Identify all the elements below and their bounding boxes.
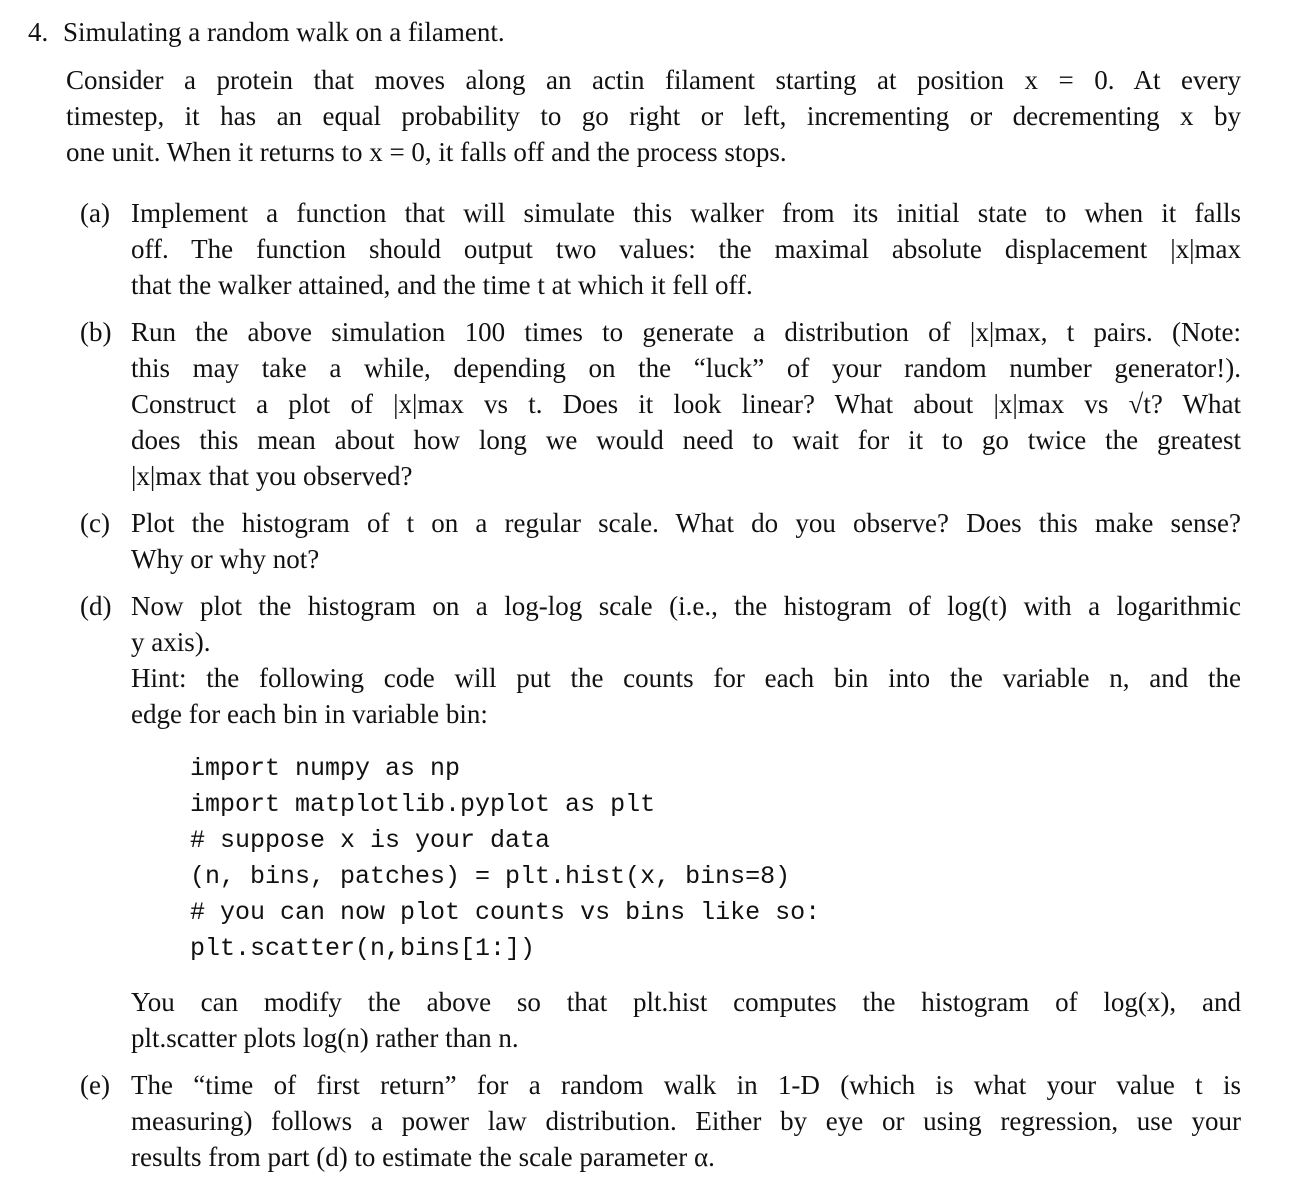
part-d-line-1: Now plot the histogram on a log-log scale (i.e., the histogram of log(t) with a logarithmic	[131, 591, 1241, 621]
part-e-label: (e)	[80, 1070, 110, 1100]
part-d-after-line-2: plt.scatter plots log(n) rather than n.	[131, 1023, 519, 1053]
question-number: 4.	[28, 17, 49, 47]
part-c-line-2: Why or why not?	[131, 544, 320, 574]
part-d-line-2: y axis).	[131, 627, 211, 657]
part-c-label: (c)	[80, 508, 110, 538]
part-d-label: (d)	[80, 591, 112, 621]
part-b-line-2: this may take a while, depending on the “luck” of your random number generator!).	[131, 353, 1241, 383]
part-b-label: (b)	[80, 317, 112, 347]
question-heading	[28, 14, 505, 50]
code-line-2: import matplotlib.pyplot as plt	[190, 790, 656, 819]
part-b-line-1: Run the above simulation 100 times to generate a distribution of |x|max, t pairs. (Note:	[131, 317, 1241, 347]
part-b-line-5: |x|max that you observed?	[131, 461, 413, 491]
code-line-6: plt.scatter(n,bins[1:])	[190, 934, 536, 963]
code-line-5: # you can now plot counts vs bins like so:	[190, 898, 821, 927]
part-d-after-line-1: You can modify the above so that plt.hist computes the histogram of log(x), and	[131, 987, 1241, 1017]
part-c-line-1: Plot the histogram of t on a regular scale. What do you observe? Does this make sense?	[131, 508, 1241, 538]
part-b-line-3: Construct a plot of |x|max vs t. Does it look linear? What about |x|max vs √t? What	[131, 389, 1241, 419]
part-e-line-3: results from part (d) to estimate the scale parameter α.	[131, 1142, 715, 1172]
intro-line-3: one unit. When it returns to x = 0, it falls off and the process stops.	[66, 137, 787, 167]
intro-line-1: Consider a protein that moves along an actin filament starting at position x = 0. At every	[66, 65, 1241, 95]
question-title: Simulating a random walk on a filament.	[63, 17, 505, 47]
part-a-line-1: Implement a function that will simulate this walker from its initial state to when it falls	[131, 198, 1241, 228]
part-a-label: (a)	[80, 198, 110, 228]
part-a-line-2: off. The function should output two values: the maximal absolute displacement |x|max	[131, 234, 1241, 264]
part-d-line-4: edge for each bin in variable bin:	[131, 699, 488, 729]
part-d-line-3: Hint: the following code will put the counts for each bin into the variable n, and the	[131, 663, 1241, 693]
part-a-line-3: that the walker attained, and the time t at which it fell off.	[131, 270, 753, 300]
code-line-4: (n, bins, patches) = plt.hist(x, bins=8)	[190, 862, 791, 891]
intro-line-2: timestep, it has an equal probability to go right or left, incrementing or decrementing x by	[66, 101, 1241, 131]
part-e-line-1: The “time of first return” for a random walk in 1-D (which is what your value t is	[131, 1070, 1241, 1100]
part-b-line-4: does this mean about how long we would need to wait for it to go twice the greatest	[131, 425, 1241, 455]
part-e-line-2: measuring) follows a power law distribution. Either by eye or using regression, use your	[131, 1106, 1241, 1136]
code-line-1: import numpy as np	[190, 754, 461, 783]
code-line-3: # suppose x is your data	[190, 826, 551, 855]
